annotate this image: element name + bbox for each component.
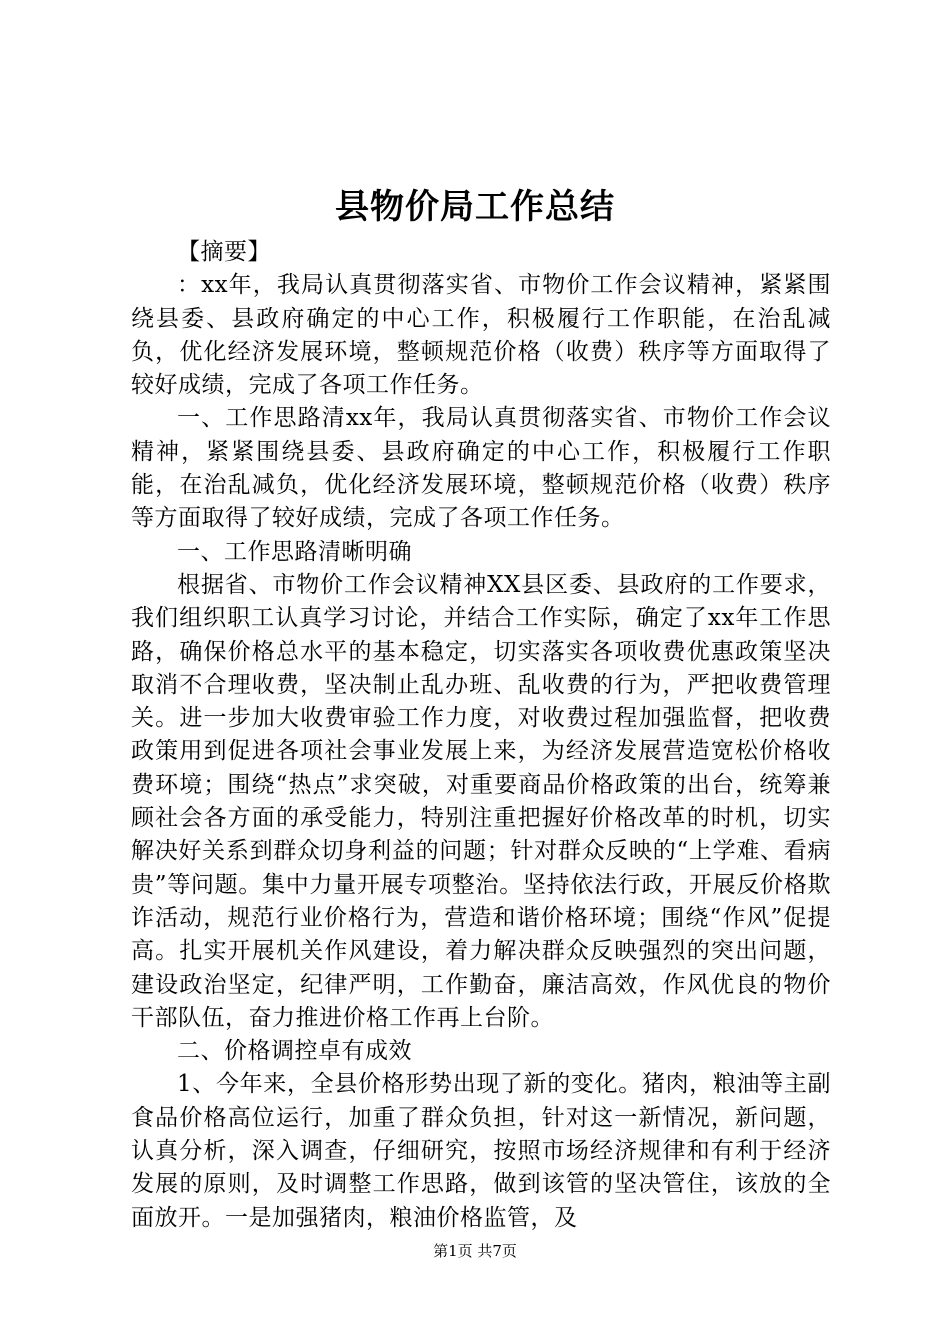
paragraph-abstract-heading: 【摘要】 (177, 239, 271, 265)
paragraph-intro: 一、工作思路清xx年，我局认真贯彻落实省、市物价工作会议精神，紧紧围绕县委、县政府确定的中心工作，积极履行工作职能，在治乱减负，优化经济发展环境，整顿规范价格（收费）秩序等方面取得了较好成绩，完成了各项工作任务。 (131, 405, 831, 532)
page-footer: 第1页 共7页 (433, 1242, 517, 1260)
document-body (131, 236, 831, 1235)
paragraph-section-2: 1、今年来，全县价格形势出现了新的变化。猪肉，粮油等主副食品价格高位运行，加重了群众负担，针对这一新情况，新问题，认真分析，深入调查，仔细研究，按照市场经济规律和有利于经济发展的原则，及时调整工作思路，做到该管的坚决管住，该放的全面放开。一是加强猪肉，粮油价格监管，及 (131, 1071, 831, 1231)
document-title: 县物价局工作总结 (335, 187, 615, 227)
section-heading-1: 一、工作思路清晰明确 (177, 538, 412, 565)
paragraph-abstract: ：xx年，我局认真贯彻落实省、市物价工作会议精神，紧紧围绕县委、县政府确定的中心工作，积极履行工作职能，在治乱减负，优化经济发展环境，整顿规范价格（收费）秩序等方面取得了较好成绩，完成了各项工作任务。 (131, 272, 831, 399)
section-heading-2: 二、价格调控卓有成效 (177, 1038, 412, 1065)
paragraph-section-1: 根据省、市物价工作会议精神XX县区委、县政府的工作要求，我们组织职工认真学习讨论，并结合工作实际，确定了xx年工作思路，确保价格总水平的基本稳定，切实落实各项收费优惠政策坚决取消不合理收费，坚决制止乱办班、乱收费的行为，严把收费管理关。进一步加大收费审验工作力度，对收费过程加强监督，把收费政策用到促进各项社会事业发展上来，为经济发展营造宽松价格收费环境；围绕“热点”求突破，对重要商品价格政策的出台，统筹兼顾社会各方面的承受能力，特别注重把握好价格改革的时机，切实解决好关系到群众切身利益的问题；针对群众反映的“上学难、看病贵”等问题。集中力量开展专项整治。坚持依法行政，开展反价格欺诈活动，规范行业价格行为，营造和谐价格环境；围绕“作风”促提高。扎实开展机关作风建设，着力解决群众反映强烈的突出问题，建设政治坚定，纪律严明，工作勤奋，廉洁高效，作风优良的物价干部队伍，奋力推进价格工作再上台阶。 (131, 571, 831, 1031)
